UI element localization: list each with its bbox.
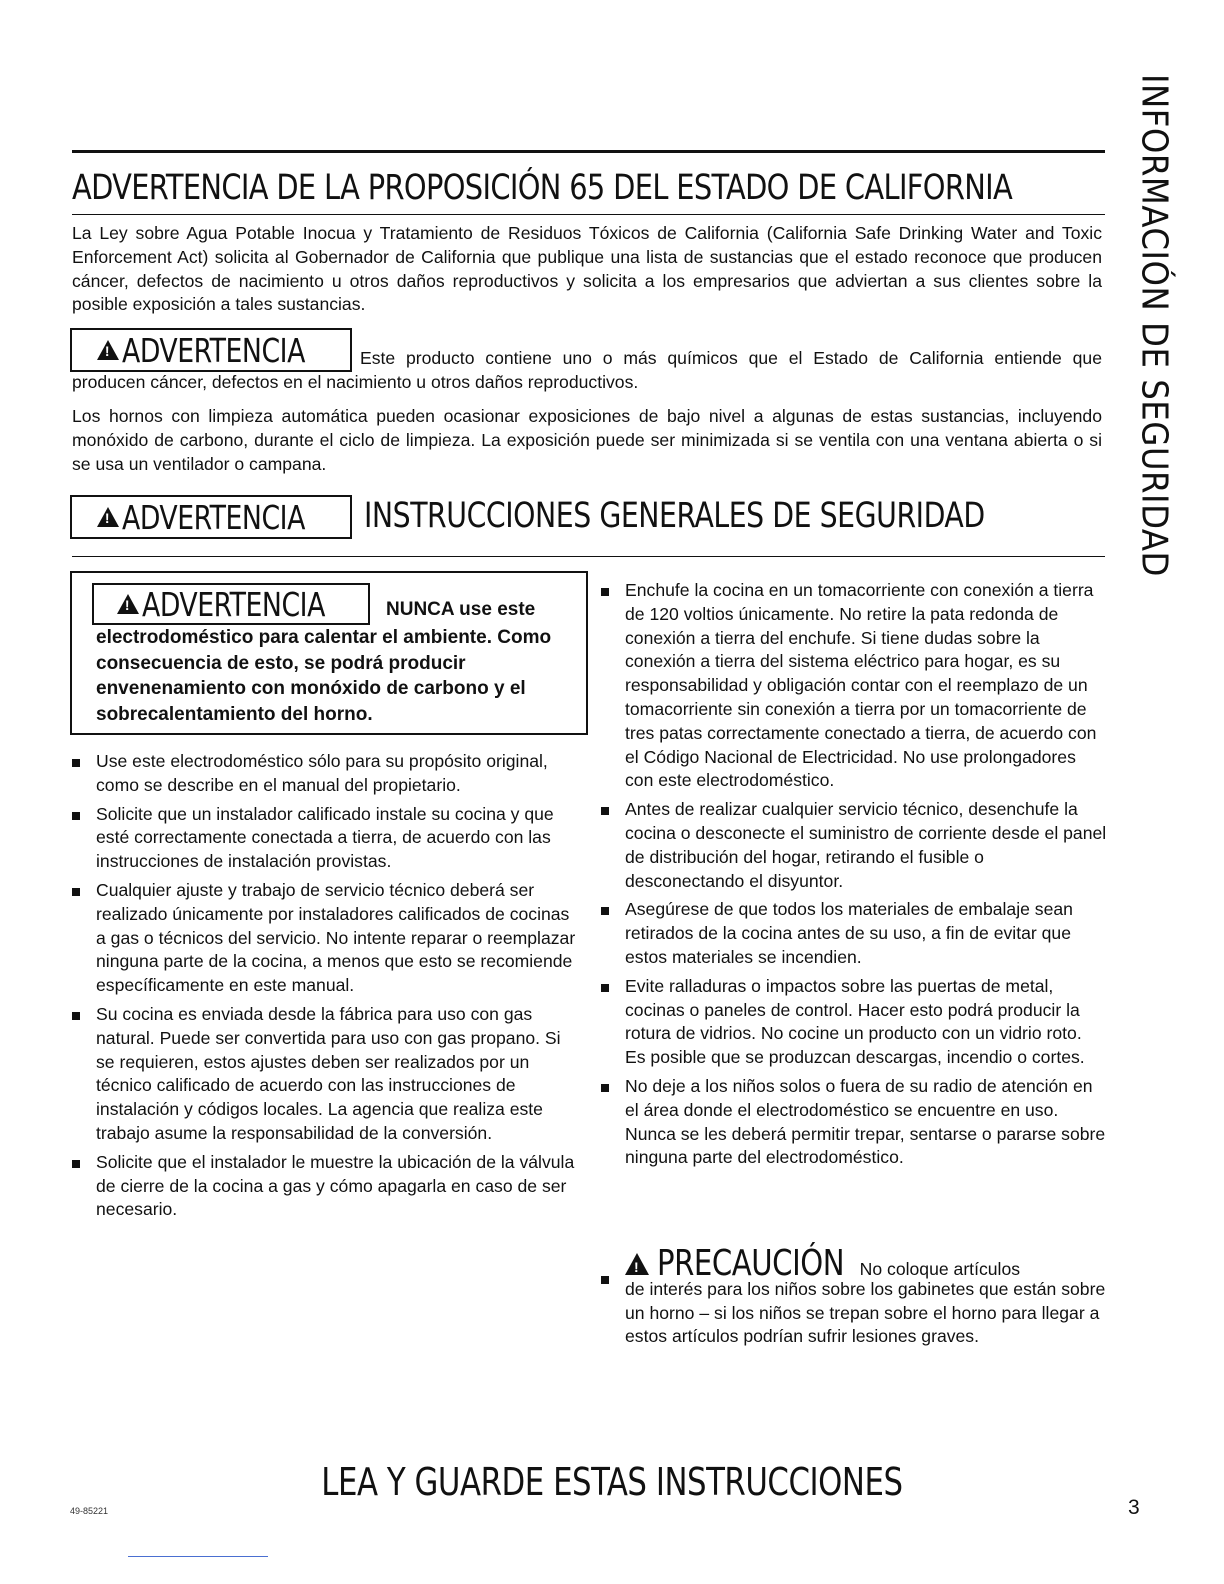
prop65-warning-text: Este producto contiene uno o más químicos que el Estado de California entiende que producen cáncer, defectos en el nacimiento u otros daños reproductivos. [72,348,1102,392]
boxed-warning-text: electrodoméstico para calentar el ambiente. Como consecuencia de esto, se podrá producir envenenamiento con monóxido de carbono y el sobrecalentamiento del horno. [96,627,552,725]
general-heading: INSTRUCCIONES GENERALES DE SEGURIDAD [364,496,985,536]
sidebar-title-text: INFORMACIÓN DE SEGURIDAD [1133,74,1175,577]
boxed-warning-label-box [92,583,370,625]
bullet-square-icon [601,1084,609,1092]
boxed-warning-lead: NUNCA use este [386,599,536,620]
page-number: 3 [1128,1496,1140,1519]
prop65-warning-label: ADVERTENCIA [121,330,305,370]
bullet-square-icon [601,588,609,596]
list-item: Solicite que un instalador calificado instale su cocina y que esté correctamente conectada a tierra, de acuerdo con las instrucciones de instalación provistas. [72,803,576,874]
list-item: Solicite que el instalador le muestre la ubicación de la válvula de cierre de la cocina a gas y cómo apagarla en caso de ser necesario. [72,1151,576,1222]
caution-text: de interés para los niños sobre los gabinetes que están sobre un horno – si los niños se trepan sobre el horno para llegar a estos artículos podrían sufrir lesiones graves. [625,1278,1106,1347]
bullet-square-icon [72,1160,80,1168]
prop65-warning [72,347,1102,395]
list-item: Enchufe la cocina en un tomacorriente con conexión a tierra de 120 voltios únicamente. No retire la pata redonda de conexión a tierra del enchufe. Si tiene dudas sobre la conexión a tierra del sistema eléctrico para hogar, es su responsabilidad y obligación contar con el reemplazo de un tomacorriente sin conexión a tierra por un tomacorriente de tres patas correctamente conectado a tierra, de acuerdo con el Código Nacional de Electricidad. No use prolongadores con este electrodoméstico. [601,579,1107,793]
bullet-square-icon [601,1276,609,1284]
caution-label: PRECAUCIÓN [656,1243,844,1284]
bullet-square-icon [72,812,80,820]
bullet-square-icon [72,888,80,896]
prop65-ovens-text: Los hornos con limpieza automática pueden ocasionar exposiciones de bajo nivel a algunas de estas sustancias, incluyendo monóxido de carbono, durante el ciclo de limpieza. La exposición puede ser minimizada si se ventila con una ventana abierta o si se usa un ventilador o campana. [72,406,1102,474]
prop65-heading-rule [72,214,1105,215]
general-warning-label: ADVERTENCIA [121,497,305,537]
prop65-ovens [72,405,1102,476]
left-bullet-list [72,750,576,1227]
prop65-heading: ADVERTENCIA DE LA PROPOSICIÓN 65 DEL ESTADO DE CALIFORNIA [72,168,1013,208]
bullet-square-icon [601,984,609,992]
top-rule [72,150,1105,153]
caution-item [601,1243,1107,1349]
general-heading-rule [72,556,1105,557]
bullet-square-icon [601,807,609,815]
bullet-square-icon [601,907,609,915]
list-item: Su cocina es enviada desde la fábrica para uso con gas natural. Puede ser convertida para uso con gas propano. Si se requieren, estos ajustes deben ser realizados por un técnico calificado de acuerdo con las instrucciones de instalación y códigos locales. La agencia que realiza este trabajo asume la responsabilidad de la conversión. [72,1003,576,1146]
list-item: Asegúrese de que todos los materiales de embalaje sean retirados de la cocina antes de su uso, a fin de evitar que estos materiales se incendien. [601,898,1107,969]
bottom-line [128,1556,268,1557]
list-item: Cualquier ajuste y trabajo de servicio técnico deberá ser realizado únicamente por instaladores calificados de cocinas a gas o técnicos del servicio. No intente reparar o reemplazar ninguna parte de la cocina, a menos que esto se recomiende específicamente en este manual. [72,879,576,998]
general-warning-label-box [70,495,352,539]
list-item: No deje a los niños solos o fuera de su radio de atención en el área donde el electrodoméstico se encuentre en uso. Nunca se les deberá permitir trepar, sentarse o pararse sobre ninguna parte del electrodoméstico. [601,1075,1107,1170]
prop65-intro [72,222,1102,317]
right-bullet-list [601,579,1107,1175]
list-item: Evite ralladuras o impactos sobre las puertas de metal, cocinas o paneles de control. Hacer esto podrá producir la rotura de vidrios. No cocine un producto con un vidrio roto. Es posible que se produzcan descargas, incendio o cortes. [601,975,1107,1070]
caution-triangle-icon [625,1253,649,1275]
caution-lead: No coloque artículos [859,1259,1021,1279]
list-item: Antes de realizar cualquier servicio técnico, desenchufe la cocina o desconecte el suministro de corriente desde el panel de distribución del hogar, retirando el fusible o desconectando el disyuntor. [601,798,1107,893]
boxed-warning-label: ADVERTENCIA [141,584,325,624]
doc-number: 49-85221 [70,1506,109,1516]
boxed-warning [70,571,588,735]
sidebar-section-title [1124,74,1184,634]
warning-triangle-icon [117,594,139,614]
footer-title: LEA Y GUARDE ESTAS INSTRUCCIONES [321,1460,903,1504]
bullet-square-icon [72,1012,80,1020]
warning-triangle-icon [97,507,119,527]
bullet-square-icon [72,759,80,767]
prop65-intro-text: La Ley sobre Agua Potable Inocua y Tratamiento de Residuos Tóxicos de California (California Safe Drinking Water and Toxic Enforcement Act) solicita al Gobernador de California que publique una lista de sustancias que el estado reconoce que producen cáncer, defectos de nacimiento u otros daños reproductivos y solicita a los empresarios que adviertan a sus clientes sobre la posible exposición a tales sustancias. [72,223,1102,315]
list-item: Use este electrodoméstico sólo para su propósito original, como se describe en el manual del propietario. [72,750,576,798]
